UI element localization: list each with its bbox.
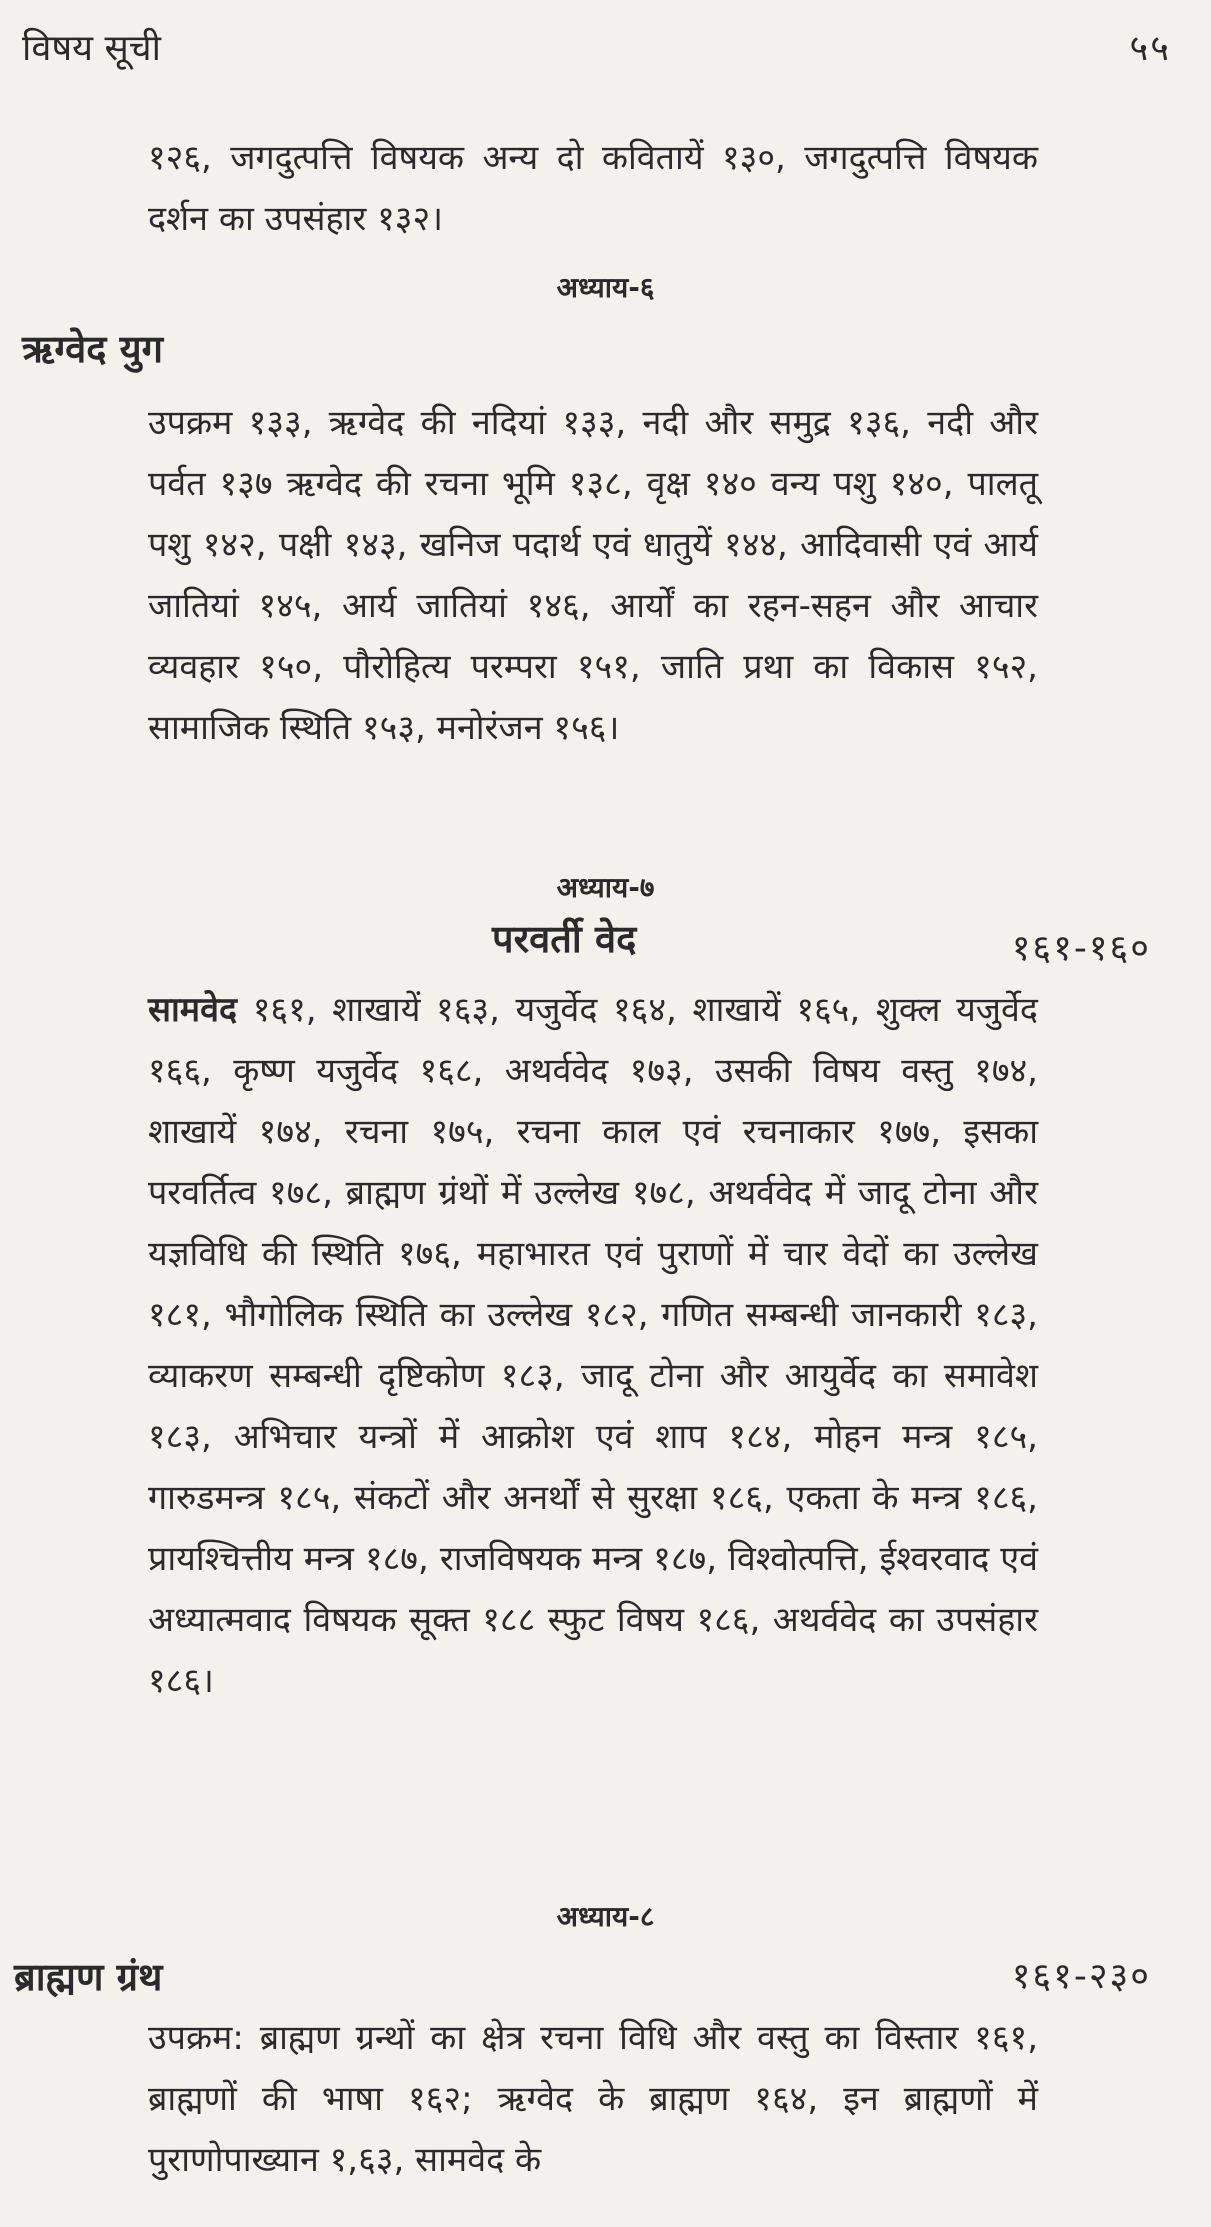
chapter-8-heading: अध्याय-८ bbox=[556, 1900, 655, 1933]
section-title-rigveda: ऋग्वेद युग bbox=[22, 327, 164, 371]
page-number: ५५ bbox=[1129, 28, 1171, 69]
samaveda-lead: सामवेद bbox=[148, 990, 238, 1030]
chapter-6-heading: अध्याय-६ bbox=[556, 271, 655, 304]
later-vedas-contents bbox=[148, 980, 1038, 1712]
page-range-chapter-7: १६१-१६० bbox=[1011, 928, 1151, 969]
page-range-chapter-8: १६१-२३० bbox=[1011, 1956, 1151, 1997]
rigveda-contents: उपक्रम १३३, ऋग्वेद की नदियां १३३, नदी और समुद्र १३६, नदी और पर्वत १३७ ऋग्वेद की रचना भूमि १३८, वृक्ष १४० वन्य पशु १४०, पालतू पशु १४२, पक्षी १४३, खनिज पदार्थ एवं धातुयें १४४, आदिवासी एवं आर्य जातियां १४५, आर्य जातियां १४६, आर्यों का रहन-सहन और आचार व्यवहार १५०, पौरोहित्य परम्परा १५१, जाति प्रथा का विकास १५२, सामाजिक स्थिति १५३, मनोरंजन १५६। bbox=[148, 403, 1038, 748]
running-head-title: विषय सूची bbox=[22, 28, 161, 69]
running-head bbox=[22, 22, 1171, 82]
later-vedas-text: १६१, शाखायें १६३, यजुर्वेद १६४, शाखायें १६५, शुक्ल यजुर्वेद १६६, कृष्ण यजुर्वेद १६८, अथर्ववेद १७३, उसकी विषय वस्तु १७४, शाखायें १७४, रचना १७५, रचना काल एवं रचनाकार १७७, इसका परवर्तित्व १७८, ब्राह्मण ग्रंथों में उल्लेख १७८, अथर्ववेद में जादू टोना और यज्ञविधि की स्थिति १७६, महाभारत एवं पुराणों में चार वेदों का उल्लेख १८१, भौगोलिक स्थिति का उल्लेख १८२, गणित सम्बन्धी जानकारी १८३, व्याकरण सम्बन्धी दृष्टिकोण १८३, जादू टोना और आयुर्वेद का समावेश १८३, अभिचार यन्त्रों में आक्रोश एवं शाप १८४, मोहन मन्त्र १८५, गारुडमन्त्र १८५, संकटों और अनर्थों से सुरक्षा १८६, एकता के मन्त्र १८६, प्रायश्चित्तीय मन्त्र १८७, राजविषयक मन्त्र १८७, विश्वोत्पत्ति, ईश्वरवाद एवं अध्यात्मवाद विषयक सूक्त १८८ स्फुट विषय १८६, अथर्ववेद का उपसंहार १८६। bbox=[148, 990, 1038, 1701]
intro-paragraph: १२६, जगदुत्पत्ति विषयक अन्य दो कवितायें १३०, जगदुत्पत्ति विषयक दर्शन का उपसंहार १३२। bbox=[148, 138, 1038, 239]
brahmana-contents: उपक्रम: ब्राह्मण ग्रन्थों का क्षेत्र रचना विधि और वस्तु का विस्तार १६१, ब्राह्मणों की भाषा १६२; ऋग्वेद के ब्राह्मण १६४, इन ब्राह्मणों में पुराणोपाख्यान १,६३, सामवेद के bbox=[148, 2018, 1038, 2180]
section-title-brahmana: ब्राह्मण ग्रंथ bbox=[14, 1955, 163, 1999]
section-title-later-vedas: परवर्ती वेद bbox=[492, 917, 637, 961]
chapter-7-heading: अध्याय-७ bbox=[556, 871, 655, 904]
